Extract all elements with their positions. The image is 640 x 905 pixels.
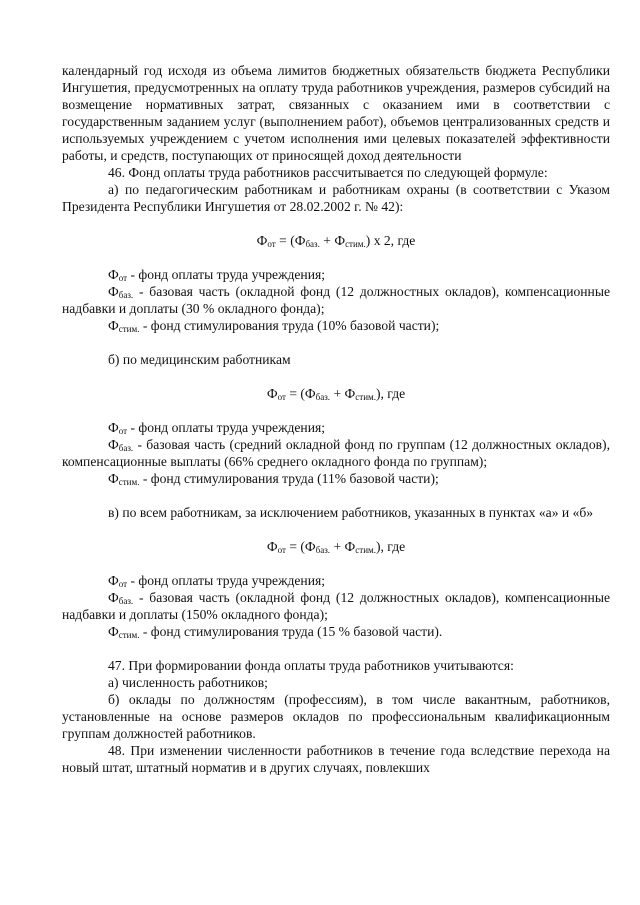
- def-a-stim: $Ф_{стим.}$ - фонд стимулирования труда (10% базовой части);: [108, 318, 440, 334]
- def-c-baz: $Ф_{баз.}$ - базовая часть (окладной фонд (12 должностных окладов), компенсационные надбавки и доплаты (150% окладного фонда);: [62, 590, 610, 622]
- clause-48: 48. При изменении численности работников в течение года вследствие перехода на новый штат, штатный норматив и в других случаях, повлекших: [62, 743, 610, 775]
- clause-46: 46. Фонд оплаты труда работников рассчитывается по следующей формуле:: [108, 165, 548, 180]
- def-b-ot: $Ф_{от}$ - фонд оплаты труда учреждения;: [108, 420, 326, 436]
- def-c-stim: $Ф_{стим.}$ - фонд стимулирования труда (15 % базовой части).: [108, 624, 443, 640]
- clause-46a: а) по педагогическим работникам и работникам охраны (в соответствии с Указом Президента Республики Ингушетия от 28.02.2002 г. № 42):: [62, 182, 610, 214]
- clause-47b: б) оклады по должностям (профессиям), в том числе вакантным, работников, установленные на основе размеров окладов по профессиональным квалификационным группам должностей работников.: [62, 692, 610, 741]
- clause-47: 47. При формировании фонда оплаты труда работников учитываются:: [108, 658, 514, 673]
- clause-46b: б) по медицинским работникам: [108, 352, 291, 367]
- formula-a: $Ф_{от} = (Ф_{баз.} + Ф_{стим.})$ х 2, где: [256, 233, 416, 249]
- intro-paragraph: календарный год исходя из объема лимитов бюджетных обязательств бюджета Республики Ингушетия, предусмотренных на оплату труда работников учреждения, размеров субсидий на возмещение нормативных затрат, связанных с оказанием ими в соответствии с государственным заданием услуг (выполнением работ), объемов централизованных средств и используемых учреждением с учетом исполнения ими целевых показателей эффективности работы, и средств, поступающих от приносящей доход деятельности: [62, 63, 610, 163]
- def-b-baz: $Ф_{баз.}$ - базовая часть (средний окладной фонд по группам (12 должностных окладов), компенсационные выплаты (66% среднего окладного фонда по группам);: [62, 437, 610, 469]
- def-a-baz: $Ф_{баз.}$ - базовая часть (окладной фонд (12 должностных окладов), компенсационные надбавки и доплаты (30 % окладного фонда);: [62, 284, 610, 316]
- clause-46c: в) по всем работникам, за исключением работников, указанных в пунктах «а» и «б»: [108, 505, 594, 520]
- def-a-ot: $Ф_{от}$ - фонд оплаты труда учреждения;: [108, 267, 326, 283]
- clause-47a: а) численность работников;: [108, 675, 268, 690]
- document-page: [62, 62, 610, 776]
- def-b-stim: $Ф_{стим.}$ - фонд стимулирования труда (11% базовой части);: [108, 471, 439, 487]
- formula-b: $Ф_{от} = (Ф_{баз.} + Ф_{стим.})$, где: [266, 386, 406, 402]
- def-c-ot: $Ф_{от}$ - фонд оплаты труда учреждения;: [108, 573, 326, 589]
- formula-c: $Ф_{от} = (Ф_{баз.} + Ф_{стим.})$, где: [266, 539, 406, 555]
